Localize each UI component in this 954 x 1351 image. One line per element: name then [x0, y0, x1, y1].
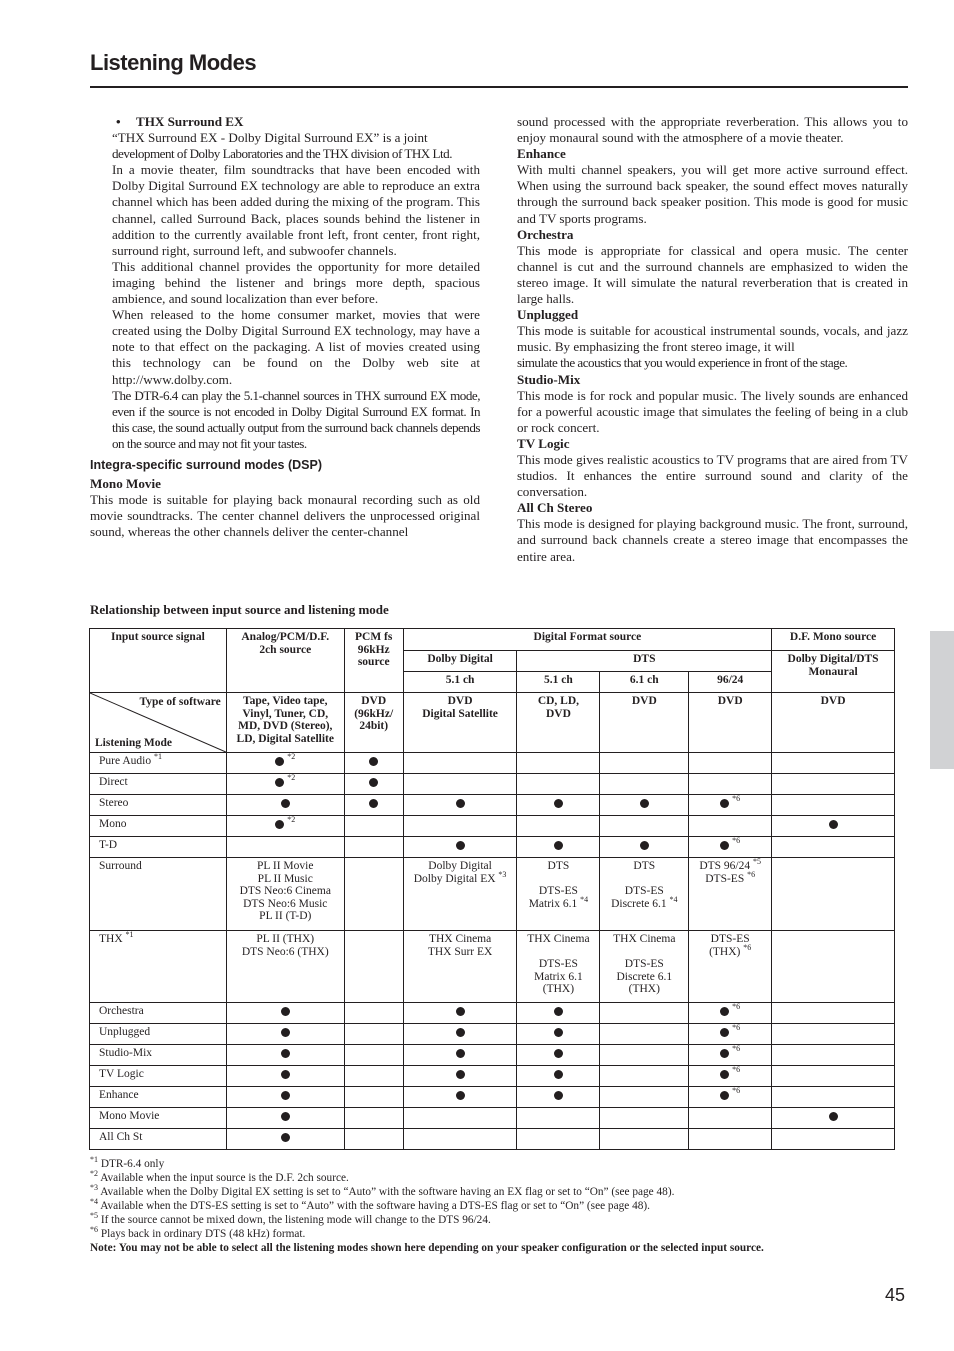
dot-icon [554, 1028, 563, 1037]
header-dolby-digital: Dolby Digital [403, 651, 517, 672]
cell-empty [600, 1045, 689, 1066]
footnote-1: $^{*1}$ DTR-6.4 only [90, 1155, 165, 1170]
cell-mark [226, 1108, 344, 1129]
surround-dts51: DTS DTS-ES Matrix 6.1 $^{*4}$ [517, 858, 600, 931]
cell-mark: *6 [689, 795, 772, 816]
surround-9624: DTS 96/24 $^{*5}$ DTS-ES $^{*6}$ [689, 858, 772, 931]
software-dts61: DVD [600, 693, 689, 753]
mode-mono: Mono [90, 816, 227, 837]
header-dts-61ch: 6.1 ch [600, 672, 689, 693]
cell-empty [344, 858, 403, 931]
cell-mark: *2 [226, 816, 344, 837]
thx-paragraph-1c: In a movie theater, film soundtracks that have been encoded with Dolby Digital Surround EX technology are able to reproduce an extra channel which has been added during the mixing of the program. This channel, called Surround Back, places sounds behind the listener in addition to the currently available front left, front center, front right, surround right, surround left, and subwoofer channels. [112, 162, 480, 258]
footnote-5: $^{*5}$ If the source cannot be mixed down, the listening mode will change to the DTS 96/24. [90, 1211, 491, 1226]
software-mono: DVD [772, 693, 895, 753]
cell-empty [600, 1087, 689, 1108]
cell-empty [226, 837, 344, 858]
table-row [90, 837, 895, 858]
cell-mark [403, 1087, 517, 1108]
studio-mix-heading: Studio-Mix [517, 371, 581, 387]
header-df-mono: D.F. Mono source [772, 629, 895, 651]
cell-empty [689, 1108, 772, 1129]
all-ch-stereo-text: This mode is designed for playing background music. The front, surround, and surround back channels create a stereo image that encompasses the entire area. [517, 516, 908, 564]
cell-empty [600, 1024, 689, 1045]
cell-mark [226, 1003, 344, 1024]
cell-empty [772, 858, 895, 931]
footnote-note: Note: You may not be able to select all the listening modes shown here depending on your speaker configuration or the selected input source. [90, 1242, 764, 1254]
unplugged-text-b: simulate the acoustics that you would experience in front of the stage. [517, 355, 848, 371]
thx-paragraph-1b: development of Dolby Laboratories and the THX division of THX Ltd. [112, 146, 452, 162]
dot-icon [554, 1070, 563, 1079]
cell-empty [689, 1129, 772, 1150]
software-pcm: DVD (96kHz/ 24bit) [344, 693, 403, 753]
dot-icon [275, 778, 284, 787]
cell-empty [344, 1129, 403, 1150]
cell-empty [600, 1129, 689, 1150]
cell-mark: *6 [689, 1045, 772, 1066]
unplugged-heading: Unplugged [517, 307, 579, 323]
footnote-3: $^{*3}$ Available when the Dolby Digital EX setting is set to “Auto” with the software having an EX flag or set to “On” (see page 48). [90, 1183, 675, 1198]
cell-mark [517, 837, 600, 858]
cell-mark: *2 [226, 753, 344, 774]
thx-dts51: THX Cinema DTS-ES Matrix 6.1 (THX) [517, 931, 600, 1003]
cell-mark: *6 [689, 837, 772, 858]
dot-icon [640, 799, 649, 808]
header-dts-9624: 96/24 [689, 672, 772, 693]
thx-9624: DTS-ES (THX) $^{*6}$ [689, 931, 772, 1003]
dot-icon [720, 1028, 729, 1037]
dot-icon [456, 1007, 465, 1016]
mode-unplugged: Unplugged [90, 1024, 227, 1045]
cell-mark [403, 1066, 517, 1087]
dot-icon [720, 1007, 729, 1016]
dot-icon [720, 841, 729, 850]
cell-mark: *6 [689, 1003, 772, 1024]
dot-icon [275, 820, 284, 829]
cell-mark [772, 816, 895, 837]
table-row [90, 1003, 895, 1024]
thx-paragraph-1a: “THX Surround EX - Dolby Digital Surround EX” is a joint [112, 130, 428, 146]
cell-empty [344, 1108, 403, 1129]
thx-paragraph-3: When released to the home consumer market, movies that were created using the Dolby Digital Surround EX technology, may have a note to that effect on the packaging. A list of movies created using this technology can be found on the Dolby web site at http://www.dolby.com. [112, 307, 480, 387]
dot-icon [281, 1112, 290, 1121]
table-row [90, 1045, 895, 1066]
mode-direct: Direct [90, 774, 227, 795]
cell-empty [772, 753, 895, 774]
table-row [90, 1129, 895, 1150]
cell-empty [689, 816, 772, 837]
thx-dts61: THX Cinema DTS-ES Discrete 6.1 (THX) [600, 931, 689, 1003]
cell-mark [403, 1045, 517, 1066]
dot-icon [275, 757, 284, 766]
cell-empty [600, 1066, 689, 1087]
cell-empty [772, 1087, 895, 1108]
listening-mode-table [89, 628, 895, 1150]
enhance-heading: Enhance [517, 146, 566, 162]
dot-icon [281, 1049, 290, 1058]
cell-empty [344, 1066, 403, 1087]
dot-icon [554, 799, 563, 808]
type-of-software-label: Type of software [139, 696, 221, 708]
surround-dd: Dolby Digital Dolby Digital EX $^{*3}$ [403, 858, 517, 931]
listening-mode-label: Listening Mode [95, 736, 172, 749]
dot-icon [456, 1070, 465, 1079]
cell-mark [226, 1087, 344, 1108]
table-row [90, 753, 895, 774]
thx-analog: PL II (THX) DTS Neo:6 (THX) [226, 931, 344, 1003]
cell-mark [517, 795, 600, 816]
mode-studio-mix: Studio-Mix [90, 1045, 227, 1066]
dot-icon [456, 1091, 465, 1100]
side-tab [930, 631, 954, 769]
cell-empty [772, 1066, 895, 1087]
dot-icon [456, 1049, 465, 1058]
cell-empty [517, 774, 600, 795]
dot-icon [369, 799, 378, 808]
thx-paragraph-4: The DTR-6.4 can play the 5.1-channel sources in THX surround EX mode, even if the source is not encoded in Dolby Digital Surround EX format. In this case, the sound actually output from the surround back channels depends on the source and may not fit your tastes. [112, 387, 480, 451]
header-analog: Analog/PCM/D.F. 2ch source [226, 629, 344, 693]
cell-mark [226, 1066, 344, 1087]
cell-empty [772, 774, 895, 795]
thx-section [90, 130, 480, 452]
footnote-2: $^{*2}$ Available when the input source is the D.F. 2ch source. [90, 1169, 349, 1184]
all-ch-stereo-heading: All Ch Stereo [517, 500, 593, 516]
table-row [90, 931, 895, 1003]
right-column [517, 114, 908, 565]
cell-mark: *2 [226, 774, 344, 795]
header-dd-51ch: 5.1 ch [403, 672, 517, 693]
thx-paragraph-2: This additional channel provides the opportunity for more detailed imaging behind the listener and brings more depth, spacious ambience, and sound localization than ever before. [112, 258, 480, 307]
mode-pure-audio: Pure Audio $^{*1}$ [90, 753, 227, 774]
cell-empty [517, 816, 600, 837]
header-pcm: PCM fs 96kHz source [344, 629, 403, 693]
cell-empty [403, 774, 517, 795]
mono-movie-continuation: sound processed with the appropriate reverberation. This allows you to enjoy monaural sound with the atmosphere of a movie theater. [517, 114, 908, 146]
cell-empty [403, 753, 517, 774]
cell-mark [403, 1003, 517, 1024]
cell-empty [600, 753, 689, 774]
cell-mark [517, 1003, 600, 1024]
cell-mark: *6 [689, 1087, 772, 1108]
footnotes [90, 1157, 764, 1255]
cell-mark [517, 1024, 600, 1045]
dot-icon [720, 799, 729, 808]
cell-empty [344, 1003, 403, 1024]
cell-mark [403, 837, 517, 858]
cell-empty [344, 816, 403, 837]
dot-icon [554, 1091, 563, 1100]
cell-mark: *6 [689, 1066, 772, 1087]
cell-empty [344, 1087, 403, 1108]
header-dts-51ch: 5.1 ch [517, 672, 600, 693]
tv-logic-heading: TV Logic [517, 435, 570, 451]
header-row-1 [90, 629, 895, 651]
cell-mark [600, 795, 689, 816]
dot-icon [281, 799, 290, 808]
dot-icon [554, 1049, 563, 1058]
cell-empty [344, 1024, 403, 1045]
table-row [90, 1066, 895, 1087]
dot-icon [456, 1028, 465, 1037]
mode-thx: THX $^{*1}$ [90, 931, 227, 1003]
table-row [90, 774, 895, 795]
dot-icon [554, 841, 563, 850]
dot-icon [369, 778, 378, 787]
dot-icon [281, 1091, 290, 1100]
dsp-heading: Integra-specific surround modes (DSP) [90, 457, 322, 472]
cell-mark [344, 795, 403, 816]
cell-mark [226, 1045, 344, 1066]
header-dolby-dts-mono: Dolby Digital/DTS Monaural [772, 651, 895, 693]
dot-icon [640, 841, 649, 850]
dot-icon [456, 799, 465, 808]
cell-mark: *6 [689, 1024, 772, 1045]
cell-mark [403, 1024, 517, 1045]
mode-orchestra: Orchestra [90, 1003, 227, 1024]
mode-surround: Surround [90, 858, 227, 931]
cell-empty [689, 774, 772, 795]
cell-empty [772, 1045, 895, 1066]
page-title: Listening Modes [90, 50, 257, 75]
dot-icon [281, 1028, 290, 1037]
cell-empty [772, 1003, 895, 1024]
dot-icon [829, 820, 838, 829]
thx-dd: THX Cinema THX Surr EX [403, 931, 517, 1003]
cell-empty [772, 1129, 895, 1150]
software-analog: Tape, Video tape, Vinyl, Tuner, CD, MD, DVD (Stereo), LD, Digital Satellite [226, 693, 344, 753]
enhance-text: With multi channel speakers, you will get more active surround effect. When using the surround back speaker, the sound effect moves naturally through the surround back speaker position. This mode is good for music and TV sports programs. [517, 162, 908, 226]
page-number: 45 [885, 1285, 906, 1305]
software-dts51: CD, LD, DVD [517, 693, 600, 753]
cell-mark [772, 1108, 895, 1129]
software-dd: DVD Digital Satellite [403, 693, 517, 753]
dot-icon [829, 1112, 838, 1121]
dot-icon [554, 1007, 563, 1016]
cell-empty [517, 1108, 600, 1129]
table-row [90, 1024, 895, 1045]
cell-mark [517, 1066, 600, 1087]
cell-mark [226, 1129, 344, 1150]
mode-td: T-D [90, 837, 227, 858]
orchestra-text: This mode is appropriate for classical and opera music. The center channel is cut and the surround channels are emphasized to widen the stereo image. It will simulate the natural reverberation that is created in large halls. [517, 242, 908, 307]
mode-stereo: Stereo [90, 795, 227, 816]
cell-empty [689, 753, 772, 774]
cell-empty [772, 1024, 895, 1045]
cell-mark [226, 1024, 344, 1045]
cell-empty [517, 753, 600, 774]
cell-mark [344, 753, 403, 774]
cell-mark [403, 795, 517, 816]
studio-mix-text: This mode is for rock and popular music. The lively sounds are enhanced for a powerful acoustic image that simulates the feeling of being in a club or rock concert. [517, 387, 908, 435]
dot-icon [369, 757, 378, 766]
dot-icon [720, 1049, 729, 1058]
cell-empty [600, 816, 689, 837]
surround-dts61: DTS DTS-ES Discrete 6.1 $^{*4}$ [600, 858, 689, 931]
left-column [90, 114, 480, 540]
mode-all-ch-st: All Ch St [90, 1129, 227, 1150]
dot-icon [281, 1070, 290, 1079]
cell-empty [403, 1129, 517, 1150]
header-digital-format: Digital Format source [403, 629, 771, 651]
mode-tv-logic: TV Logic [90, 1066, 227, 1087]
table-row [90, 1108, 895, 1129]
dot-icon [720, 1091, 729, 1100]
cell-empty [403, 1108, 517, 1129]
title-rule [90, 86, 908, 88]
cell-mark [517, 1045, 600, 1066]
tv-logic-text: This mode gives realistic acoustics to TV programs that are aired from TV studios. It enhances the entire surround sound and clarity of the conversation. [517, 451, 908, 500]
cell-empty [344, 837, 403, 858]
mode-enhance: Enhance [90, 1087, 227, 1108]
mono-movie-heading: Mono Movie [90, 476, 161, 492]
cell-empty [403, 816, 517, 837]
cell-empty [772, 795, 895, 816]
table-row [90, 1087, 895, 1108]
cell-mark [226, 795, 344, 816]
cell-empty [600, 1003, 689, 1024]
header-dts: DTS [517, 651, 772, 672]
mono-movie-text: This mode is suitable for playing back monaural recording such as old movie soundtracks. The center channel delivers the unprocessed original sound, whereas the other channels deliver the center-channel [90, 492, 480, 540]
table-heading: Relationship between input source and listening mode [90, 602, 389, 617]
software-row [90, 693, 895, 753]
cell-mark [517, 1087, 600, 1108]
cell-empty [600, 774, 689, 795]
surround-analog: PL II Movie PL II Music DTS Neo:6 Cinema DTS Neo:6 Music PL II (T-D) [226, 858, 344, 931]
orchestra-heading: Orchestra [517, 226, 574, 242]
diagonal-header-cell [90, 693, 227, 753]
software-9624: DVD [689, 693, 772, 753]
mode-mono-movie: Mono Movie [90, 1108, 227, 1129]
dot-icon [456, 841, 465, 850]
cell-empty [517, 1129, 600, 1150]
table-row [90, 816, 895, 837]
cell-empty [772, 837, 895, 858]
footnote-4: $^{*4}$ Available when the DTS-ES setting is set to “Auto” with the software having a DTS-ES flag or set to “On” (see page 48). [90, 1197, 650, 1212]
cell-empty [344, 1045, 403, 1066]
cell-empty [772, 931, 895, 1003]
table-row [90, 795, 895, 816]
cell-empty [344, 931, 403, 1003]
dot-icon [720, 1070, 729, 1079]
cell-empty [600, 1108, 689, 1129]
dot-icon [281, 1133, 290, 1142]
thx-heading: • THX Surround EX [90, 114, 480, 130]
table-row [90, 858, 895, 931]
cell-mark [344, 774, 403, 795]
cell-mark [600, 837, 689, 858]
header-input-source: Input source signal [90, 629, 227, 693]
dot-icon [281, 1007, 290, 1016]
footnote-6: $^{*6}$ Plays back in ordinary DTS (48 kHz) format. [90, 1225, 306, 1240]
unplugged-text-a: This mode is suitable for acoustical instrumental sounds, vocals, and jazz music. By emphasizing the front stereo image, it will [517, 323, 908, 355]
